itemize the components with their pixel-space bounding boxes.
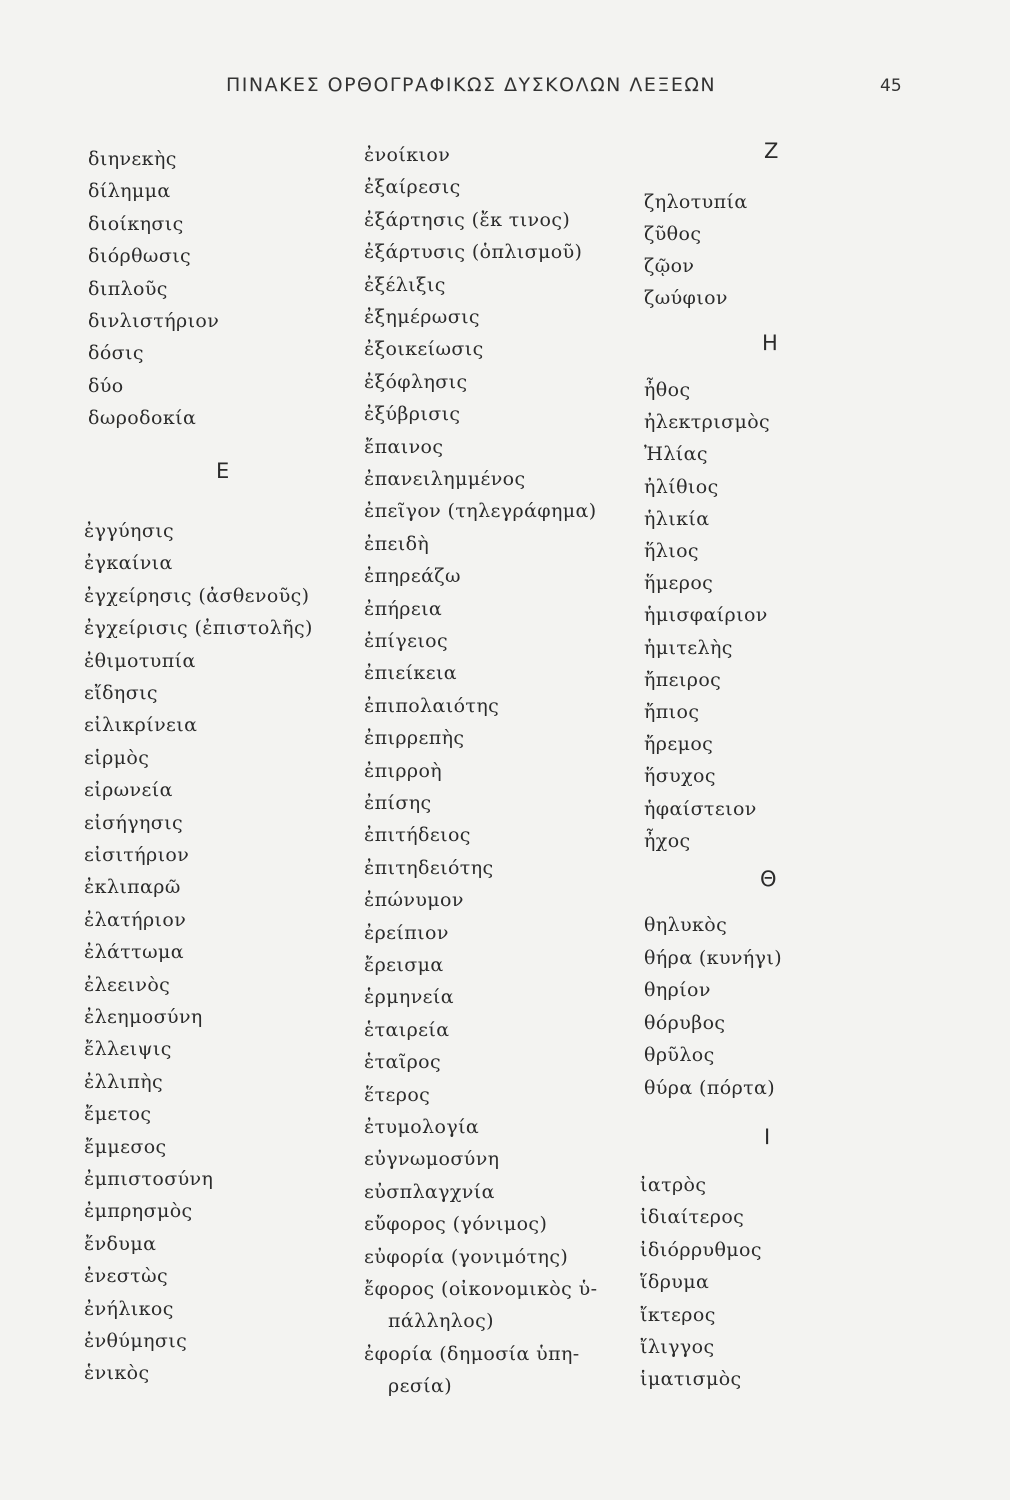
entry-word: ἐπεῖγον (τηλεγράφημα) xyxy=(364,500,597,523)
entry-word: ἐξάρτησις (ἔκ τινος) xyxy=(364,208,571,231)
entry-word: δωροδοκία xyxy=(88,407,197,430)
entry-word: ἠλεκτρισμὸς xyxy=(644,411,771,434)
entry-word: ἐνεστὼς xyxy=(84,1265,169,1288)
entry-word: ἐξέλιξις xyxy=(364,273,446,296)
entry-word: ἐπειδὴ xyxy=(364,532,430,555)
entry-word: ἐμπιστοσύνη xyxy=(84,1168,214,1190)
entry-word: πάλληλος) xyxy=(388,1310,494,1333)
entry-word: ζῷον xyxy=(644,255,695,277)
entry-word: ἑρμηνεία xyxy=(364,986,454,1009)
entry-word: εἰσιτήριον xyxy=(84,844,190,866)
entry-word: θηρίον xyxy=(644,979,711,1002)
section-letter-e: Ε xyxy=(216,459,230,483)
entry-word: εἰρωνεία xyxy=(84,779,173,802)
entry-word: ἔλλειψις xyxy=(84,1038,172,1061)
entry-word: ἔφορος (οἰκονομικὸς ὑ- xyxy=(364,1278,598,1300)
entry-word: ἐλεημοσύνη xyxy=(84,1006,203,1028)
entry-word: διόρθωσις xyxy=(88,245,192,268)
entry-word: εἰσήγησις xyxy=(84,811,184,834)
entry-word: ἐπηρεάζω xyxy=(364,565,461,588)
entry-word: ἐπίσης xyxy=(364,792,432,814)
entry-word: ἐπιρροὴ xyxy=(364,759,443,782)
entry-word: ἐθιμοτυπία xyxy=(84,649,196,672)
entry-word: εἱρμὸς xyxy=(84,746,150,769)
entry-word: διοίκησις xyxy=(88,212,184,235)
entry-word: θηλυκὸς xyxy=(644,914,728,936)
entry-word: ἐξοικείωσις xyxy=(364,338,484,361)
entry-word: ἐπιτήδειος xyxy=(364,824,471,847)
entry-word: διπλοῦς xyxy=(88,277,168,300)
entry-word: ἔμετος xyxy=(84,1103,152,1126)
entry-word: ἐλατήριον xyxy=(84,908,187,931)
entry-word: δινλιστήριον xyxy=(88,310,220,332)
entry-word: ἐπιρρεπὴς xyxy=(364,727,465,750)
entry-word: ἰατρὸς xyxy=(640,1174,707,1196)
entry-word: ἐπίγειος xyxy=(364,630,449,652)
entry-word: ἥλιος xyxy=(644,540,699,562)
page-header xyxy=(0,74,1010,108)
entry-word: ἐγχείρισις (ἐπιστολῆς) xyxy=(84,617,313,640)
entry-word: ἴλιγγος xyxy=(640,1336,715,1358)
section-letter-theta: Θ xyxy=(760,867,777,891)
entry-word: εἰλικρίνεια xyxy=(84,714,198,737)
entry-word: ζῦθος xyxy=(644,223,702,245)
entry-word: ἐπιπολαιότης xyxy=(364,694,500,717)
entry-word: ἐπανειλημμένος xyxy=(364,468,526,490)
entry-word: θύρα (πόρτα) xyxy=(644,1077,776,1099)
entry-word: θήρα (κυνήγι) xyxy=(644,946,783,969)
entry-word: δόσις xyxy=(88,342,144,365)
entry-word: ἤπιος xyxy=(644,701,700,723)
entry-word: ἡφαίστειον xyxy=(644,797,757,820)
entry-word: εὔφορος (γόνιμος) xyxy=(364,1213,548,1236)
entry-word: ἐνήλικος xyxy=(84,1297,174,1320)
entry-word: ἐρείπιον xyxy=(364,921,449,944)
entry-word: ἥσυχος xyxy=(644,765,716,788)
entry-word: εὐφορία (γονιμότης) xyxy=(364,1245,569,1268)
entry-word: ἤπειρος xyxy=(644,668,722,691)
page-number: 45 xyxy=(880,76,902,96)
section-letter-z: Ζ xyxy=(764,139,779,163)
entry-word: ἕτερος xyxy=(364,1083,431,1106)
entry-word: ἐγκαίνια xyxy=(84,552,173,575)
entry-word: ἠλίθιος xyxy=(644,475,719,498)
entry-word: ἐκλιπαρῶ xyxy=(84,876,181,899)
entry-word: ζηλοτυπία xyxy=(644,191,748,213)
entry-word: ἔνδυμα xyxy=(84,1232,157,1255)
entry-word: ἐξαίρεσις xyxy=(364,176,461,199)
entry-word: ἐλάττωμα xyxy=(84,941,184,964)
entry-word: ἔρεισμα xyxy=(364,954,444,976)
entry-word: ἐπιείκεια xyxy=(364,662,458,685)
entry-word: ἡλικία xyxy=(644,507,710,530)
section-letter-h: Η xyxy=(762,331,778,355)
entry-word: ἦχος xyxy=(644,829,691,852)
entry-word: θόρυβος xyxy=(644,1011,726,1034)
entry-word: ἐτυμολογία xyxy=(364,1116,480,1138)
entry-word: ἦθος xyxy=(644,379,691,401)
entry-word: ἑταιρεία xyxy=(364,1018,450,1041)
entry-word: ἰδιόρρυθμος xyxy=(640,1238,762,1261)
entry-word: ἤρεμος xyxy=(644,733,714,756)
entry-word: εἴδησις xyxy=(84,682,158,704)
entry-word: ἐξημέρωσις xyxy=(364,306,480,328)
entry-word: διηνεκὴς xyxy=(88,148,177,170)
section-letter-i: Ι xyxy=(764,1125,771,1149)
entry-word: δίλημμα xyxy=(88,180,171,203)
entry-word: ἐξύβρισις xyxy=(364,403,461,426)
entry-word: δύο xyxy=(88,374,124,397)
entry-word: ἐνοίκιον xyxy=(364,144,451,166)
entry-word: ἱματισμὸς xyxy=(640,1368,742,1391)
entry-word: εὐσπλαγχνία xyxy=(364,1180,495,1203)
entry-word: ἐξάρτυσις (ὁπλισμοῦ) xyxy=(364,241,583,264)
entry-word: ρεσία) xyxy=(388,1375,453,1398)
entry-word: ἐξόφλησις xyxy=(364,370,468,393)
entry-word: εὐγνωμοσύνη xyxy=(364,1148,500,1171)
entry-word: ζωύφιον xyxy=(644,287,728,309)
entry-word: ἐπιτηδειότης xyxy=(364,856,494,879)
entry-word: ἴκτερος xyxy=(640,1303,716,1326)
page-title: ΠΙΝΑΚΕΣ ΟΡΘΟΓΡΑΦΙΚΩΣ ΔΥΣΚΟΛΩΝ ΛΕΞΕΩΝ xyxy=(226,74,717,96)
entry-word: ἐμπρησμὸς xyxy=(84,1200,193,1223)
entry-word: ἐγγύησις xyxy=(84,520,175,542)
entry-word: ἡμιτελὴς xyxy=(644,636,733,659)
entry-word: ἔμμεσος xyxy=(84,1135,167,1158)
entry-word: ἑνικὸς xyxy=(84,1362,150,1385)
entry-word: ἰδιαίτερος xyxy=(640,1206,745,1229)
entry-word: ἐφορία (δημοσία ὑπη- xyxy=(364,1342,580,1365)
entry-word: ἐπήρεια xyxy=(364,597,443,620)
entry-word: ἡμισφαίριον xyxy=(644,604,768,627)
entry-word: ἥμερος xyxy=(644,572,714,595)
entry-word: ἐνθύμησις xyxy=(84,1330,188,1352)
entry-word: ἑταῖρος xyxy=(364,1051,442,1074)
entry-word: ἵδρυμα xyxy=(640,1271,710,1294)
entry-word: ἐλλιπὴς xyxy=(84,1070,164,1093)
entry-word: θρῦλος xyxy=(644,1044,715,1067)
entry-word: ἐγχείρησις (ἀσθενοῦς) xyxy=(84,584,310,607)
entry-word: ἐλεεινὸς xyxy=(84,973,171,996)
entry-word: Ἠλίας xyxy=(644,443,708,466)
entry-word: ἐπώνυμον xyxy=(364,889,464,912)
entry-word: ἔπαινος xyxy=(364,435,444,458)
